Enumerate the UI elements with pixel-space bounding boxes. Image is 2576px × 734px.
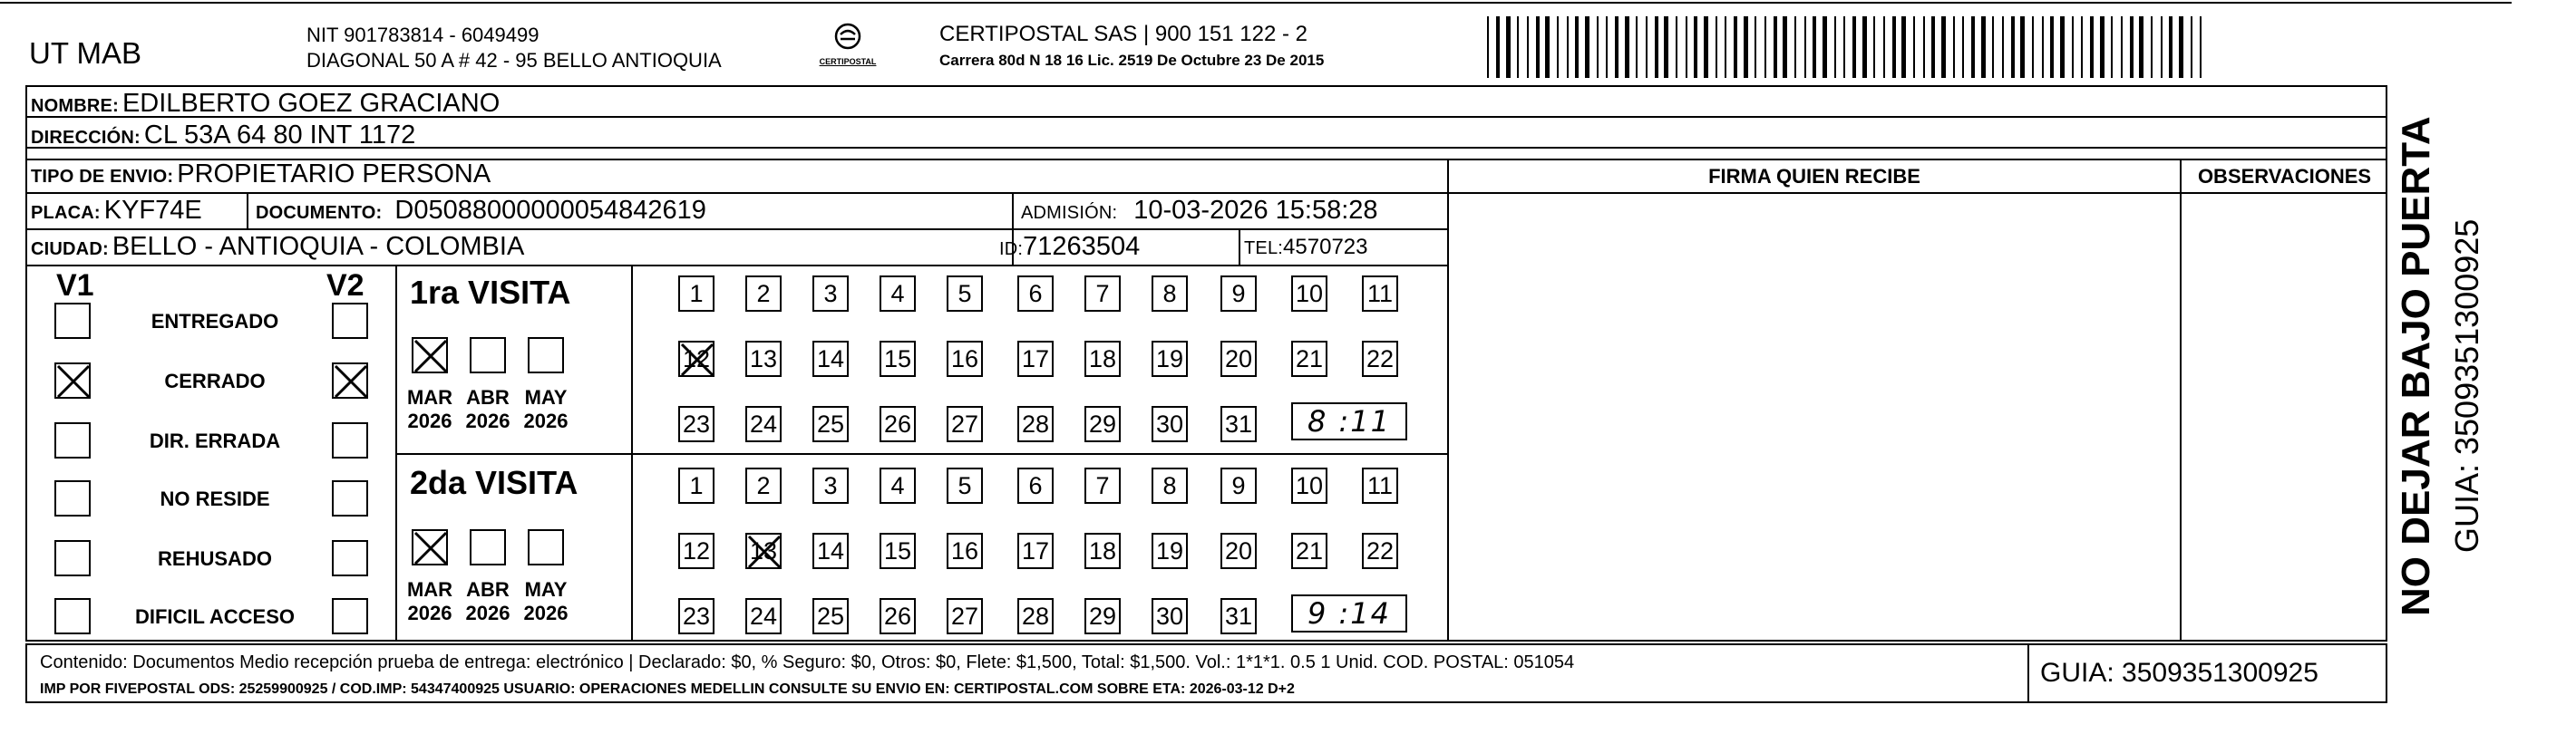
logo-text: CERTIPOSTAL: [819, 57, 877, 66]
sender-name: UT MAB: [29, 36, 142, 70]
second-visit-month-checkbox[interactable]: [528, 529, 564, 565]
postal-logo-icon: [830, 22, 866, 53]
first-visit-month-label: MAY 2026: [523, 386, 569, 432]
status-label: DIFICIL ACCESO: [134, 605, 295, 628]
carrier-address: Carrera 80d N 18 16 Lic. 2519 De Octubre 23 De 2015: [939, 52, 1325, 69]
first-visit-day[interactable]: 18: [1084, 341, 1121, 377]
ciudad-value: BELLO - ANTIOQUIA - COLOMBIA: [112, 232, 525, 261]
first-visit-day[interactable]: 6: [1017, 275, 1054, 312]
row-divider: [25, 265, 1449, 266]
second-visit-title: 2da VISITA: [410, 464, 578, 501]
second-visit-day[interactable]: 26: [880, 598, 916, 634]
top-border: [0, 2, 2512, 4]
ciudad-label: CIUDAD:: [31, 239, 109, 259]
status-label: CERRADO: [164, 370, 266, 392]
tipo-value: PROPIETARIO PERSONA: [177, 159, 491, 188]
first-visit-day[interactable]: 9: [1220, 275, 1257, 312]
status-label: ENTREGADO: [151, 310, 279, 333]
tipo-row: [31, 159, 491, 189]
second-visit-day[interactable]: 28: [1017, 598, 1054, 634]
second-visit-day[interactable]: 7: [1084, 468, 1121, 504]
v1-label: V1: [56, 268, 94, 303]
row-divider: [25, 192, 1449, 194]
second-visit-day[interactable]: 21: [1291, 533, 1327, 569]
status-label: REHUSADO: [158, 547, 272, 570]
second-visit-day[interactable]: 2: [745, 468, 782, 504]
side-guia: GUIA: 3509351300925: [2448, 218, 2485, 553]
tel-label: TEL:: [1244, 238, 1284, 258]
first-visit-day[interactable]: 20: [1220, 341, 1257, 377]
footer-contenido: Contenido: Documentos Medio recepción prueba de entrega: electrónico | Declarado: $0, % Seguro: $0, Otros: $0, Flete: $1,500, Total: $1,500. Vol.: 1*1*1. 0.5 1 Unid. COD. POSTAL: 051054: [40, 652, 1575, 672]
carrier-name: CERTIPOSTAL SAS | 900 151 122 - 2: [939, 22, 1307, 46]
nombre-value: EDILBERTO GOEZ GRACIANO: [122, 89, 501, 118]
nombre-row: [31, 89, 500, 119]
placa-row: [31, 196, 202, 226]
first-visit-day[interactable]: 12: [678, 341, 714, 377]
second-visit-day[interactable]: 30: [1152, 598, 1188, 634]
v2-checkbox[interactable]: [332, 540, 368, 576]
v1-checkbox[interactable]: [54, 598, 91, 634]
v2-checkbox[interactable]: [332, 303, 368, 339]
first-visit-day[interactable]: 10: [1291, 275, 1327, 312]
second-visit-time: 9 :14: [1291, 594, 1407, 633]
first-visit-title: 1ra VISITA: [410, 274, 571, 311]
observaciones-area[interactable]: [2182, 194, 2387, 642]
second-visit-day[interactable]: 27: [947, 598, 983, 634]
v2-checkbox[interactable]: [332, 362, 368, 399]
first-visit-day[interactable]: 17: [1017, 341, 1054, 377]
second-visit-day[interactable]: 5: [947, 468, 983, 504]
first-visit-day[interactable]: 26: [880, 406, 916, 442]
v1-checkbox[interactable]: [54, 303, 91, 339]
row-divider: [25, 228, 1449, 230]
carrier-logo: [798, 22, 898, 69]
placa-value: KYF74E: [103, 196, 202, 225]
second-visit-day[interactable]: 10: [1291, 468, 1327, 504]
documento-label: DOCUMENTO:: [256, 203, 383, 223]
first-visit-day[interactable]: 4: [880, 275, 916, 312]
row-divider: [1449, 159, 2387, 160]
first-visit-day[interactable]: 2: [745, 275, 782, 312]
first-visit-day[interactable]: 11: [1362, 275, 1398, 312]
documento-row: [256, 196, 706, 226]
first-visit-day[interactable]: 31: [1220, 406, 1257, 442]
v1-checkbox[interactable]: [54, 362, 91, 399]
first-visit-day[interactable]: 28: [1017, 406, 1054, 442]
second-visit-day[interactable]: 9: [1220, 468, 1257, 504]
v2-checkbox[interactable]: [332, 598, 368, 634]
first-visit-day[interactable]: 29: [1084, 406, 1121, 442]
id-value: 71263504: [1023, 232, 1141, 261]
footer-frame: [25, 643, 2387, 703]
second-visit-month-label: ABR 2026: [465, 578, 510, 624]
second-visit-day[interactable]: 11: [1362, 468, 1398, 504]
first-visit-day[interactable]: 15: [880, 341, 916, 377]
first-visit-day[interactable]: 24: [745, 406, 782, 442]
sender-nit: NIT 901783814 - 6049499: [306, 24, 540, 46]
second-visit-day[interactable]: 15: [880, 533, 916, 569]
first-visit-day[interactable]: 8: [1152, 275, 1188, 312]
second-visit-month-checkbox[interactable]: [412, 529, 448, 565]
firma-area[interactable]: [1449, 194, 2180, 642]
status-label: NO RESIDE: [160, 488, 270, 510]
first-visit-day[interactable]: 25: [812, 406, 849, 442]
nombre-label: NOMBRE:: [31, 96, 119, 116]
first-visit-day[interactable]: 13: [745, 341, 782, 377]
first-visit-day[interactable]: 16: [947, 341, 983, 377]
v2-checkbox[interactable]: [332, 422, 368, 459]
v1-checkbox[interactable]: [54, 480, 91, 517]
second-visit-month-label: MAR 2026: [406, 578, 453, 624]
footer-guia: GUIA: 3509351300925: [2040, 658, 2318, 688]
tel-row: [1244, 235, 1367, 260]
direccion-row: [31, 121, 415, 150]
admision-row: [1021, 196, 1378, 226]
second-visit-day[interactable]: 25: [812, 598, 849, 634]
second-visit-month-label: MAY 2026: [523, 578, 569, 624]
tel-value: 4570723: [1283, 235, 1368, 259]
first-visit-month-checkbox[interactable]: [470, 337, 506, 373]
first-visit-day[interactable]: 22: [1362, 341, 1398, 377]
col-divider: [247, 194, 248, 228]
ciudad-row: [31, 232, 524, 262]
documento-value: D05088000000054842619: [394, 196, 706, 225]
first-visit-time: 8 :11: [1291, 402, 1407, 440]
direccion-label: DIRECCIÓN:: [31, 128, 141, 148]
v1-checkbox[interactable]: [54, 540, 91, 576]
tipo-label: TIPO DE ENVIO:: [31, 167, 174, 187]
admision-label: ADMISIÓN:: [1021, 203, 1118, 223]
second-visit-day[interactable]: 19: [1152, 533, 1188, 569]
first-visit-day[interactable]: 1: [678, 275, 714, 312]
side-warning: NO DEJAR BAJO PUERTA: [2394, 116, 2438, 616]
first-visit-day[interactable]: 3: [812, 275, 849, 312]
id-label: ID:: [999, 239, 1024, 259]
first-visit-day[interactable]: 5: [947, 275, 983, 312]
first-visit-day[interactable]: 27: [947, 406, 983, 442]
second-visit-day[interactable]: 1: [678, 468, 714, 504]
second-visit-day[interactable]: 17: [1017, 533, 1054, 569]
first-visit-month-label: MAR 2026: [406, 386, 453, 432]
first-visit-month-checkbox[interactable]: [412, 337, 448, 373]
row-divider: [395, 453, 1449, 455]
footer-imp: IMP POR FIVEPOSTAL ODS: 25259900925 / COD.IMP: 54347400925 USUARIO: OPERACIONES MEDELLIN CONSULTE SU ENVIO EN: CERTIPOSTAL.COM SOBRE ETA: 2026-03-12 D+2: [40, 681, 1295, 697]
first-visit-day[interactable]: 7: [1084, 275, 1121, 312]
second-visit-day[interactable]: 16: [947, 533, 983, 569]
check-mark-icon: [678, 341, 716, 379]
first-visit-day[interactable]: 21: [1291, 341, 1327, 377]
second-visit-day[interactable]: 29: [1084, 598, 1121, 634]
second-visit-day[interactable]: 22: [1362, 533, 1398, 569]
barcode: [1487, 16, 2205, 78]
second-visit-day[interactable]: 23: [678, 598, 714, 634]
second-visit-day[interactable]: 12: [678, 533, 714, 569]
second-visit-day[interactable]: 31: [1220, 598, 1257, 634]
first-visit-month-label: ABR 2026: [465, 386, 510, 432]
v1-checkbox[interactable]: [54, 422, 91, 459]
second-visit-day[interactable]: 14: [812, 533, 849, 569]
status-label: DIR. ERRADA: [149, 430, 281, 452]
second-visit-day[interactable]: 13: [745, 533, 782, 569]
observaciones-header: OBSERVACIONES: [2197, 165, 2372, 188]
first-visit-day[interactable]: 30: [1152, 406, 1188, 442]
second-visit-month-checkbox[interactable]: [470, 529, 506, 565]
second-visit-day[interactable]: 24: [745, 598, 782, 634]
id-row: [999, 232, 1140, 262]
placa-label: PLACA:: [31, 203, 101, 223]
sender-address: DIAGONAL 50 A # 42 - 95 BELLO ANTIOQUIA: [306, 49, 722, 72]
first-visit-day[interactable]: 14: [812, 341, 849, 377]
second-visit-day[interactable]: 6: [1017, 468, 1054, 504]
v2-label: V2: [326, 268, 365, 303]
second-visit-day[interactable]: 20: [1220, 533, 1257, 569]
direccion-value: CL 53A 64 80 INT 1172: [143, 121, 416, 150]
first-visit-day[interactable]: 23: [678, 406, 714, 442]
col-divider: [1239, 230, 1240, 265]
second-visit-day[interactable]: 18: [1084, 533, 1121, 569]
second-visit-day[interactable]: 4: [880, 468, 916, 504]
v2-checkbox[interactable]: [332, 480, 368, 517]
check-mark-icon: [745, 533, 783, 571]
second-visit-day[interactable]: 8: [1152, 468, 1188, 504]
firma-header: FIRMA QUIEN RECIBE: [1708, 165, 1920, 188]
first-visit-month-checkbox[interactable]: [528, 337, 564, 373]
admision-value: 10-03-2026 15:58:28: [1133, 196, 1378, 225]
second-visit-day[interactable]: 3: [812, 468, 849, 504]
first-visit-day[interactable]: 19: [1152, 341, 1188, 377]
